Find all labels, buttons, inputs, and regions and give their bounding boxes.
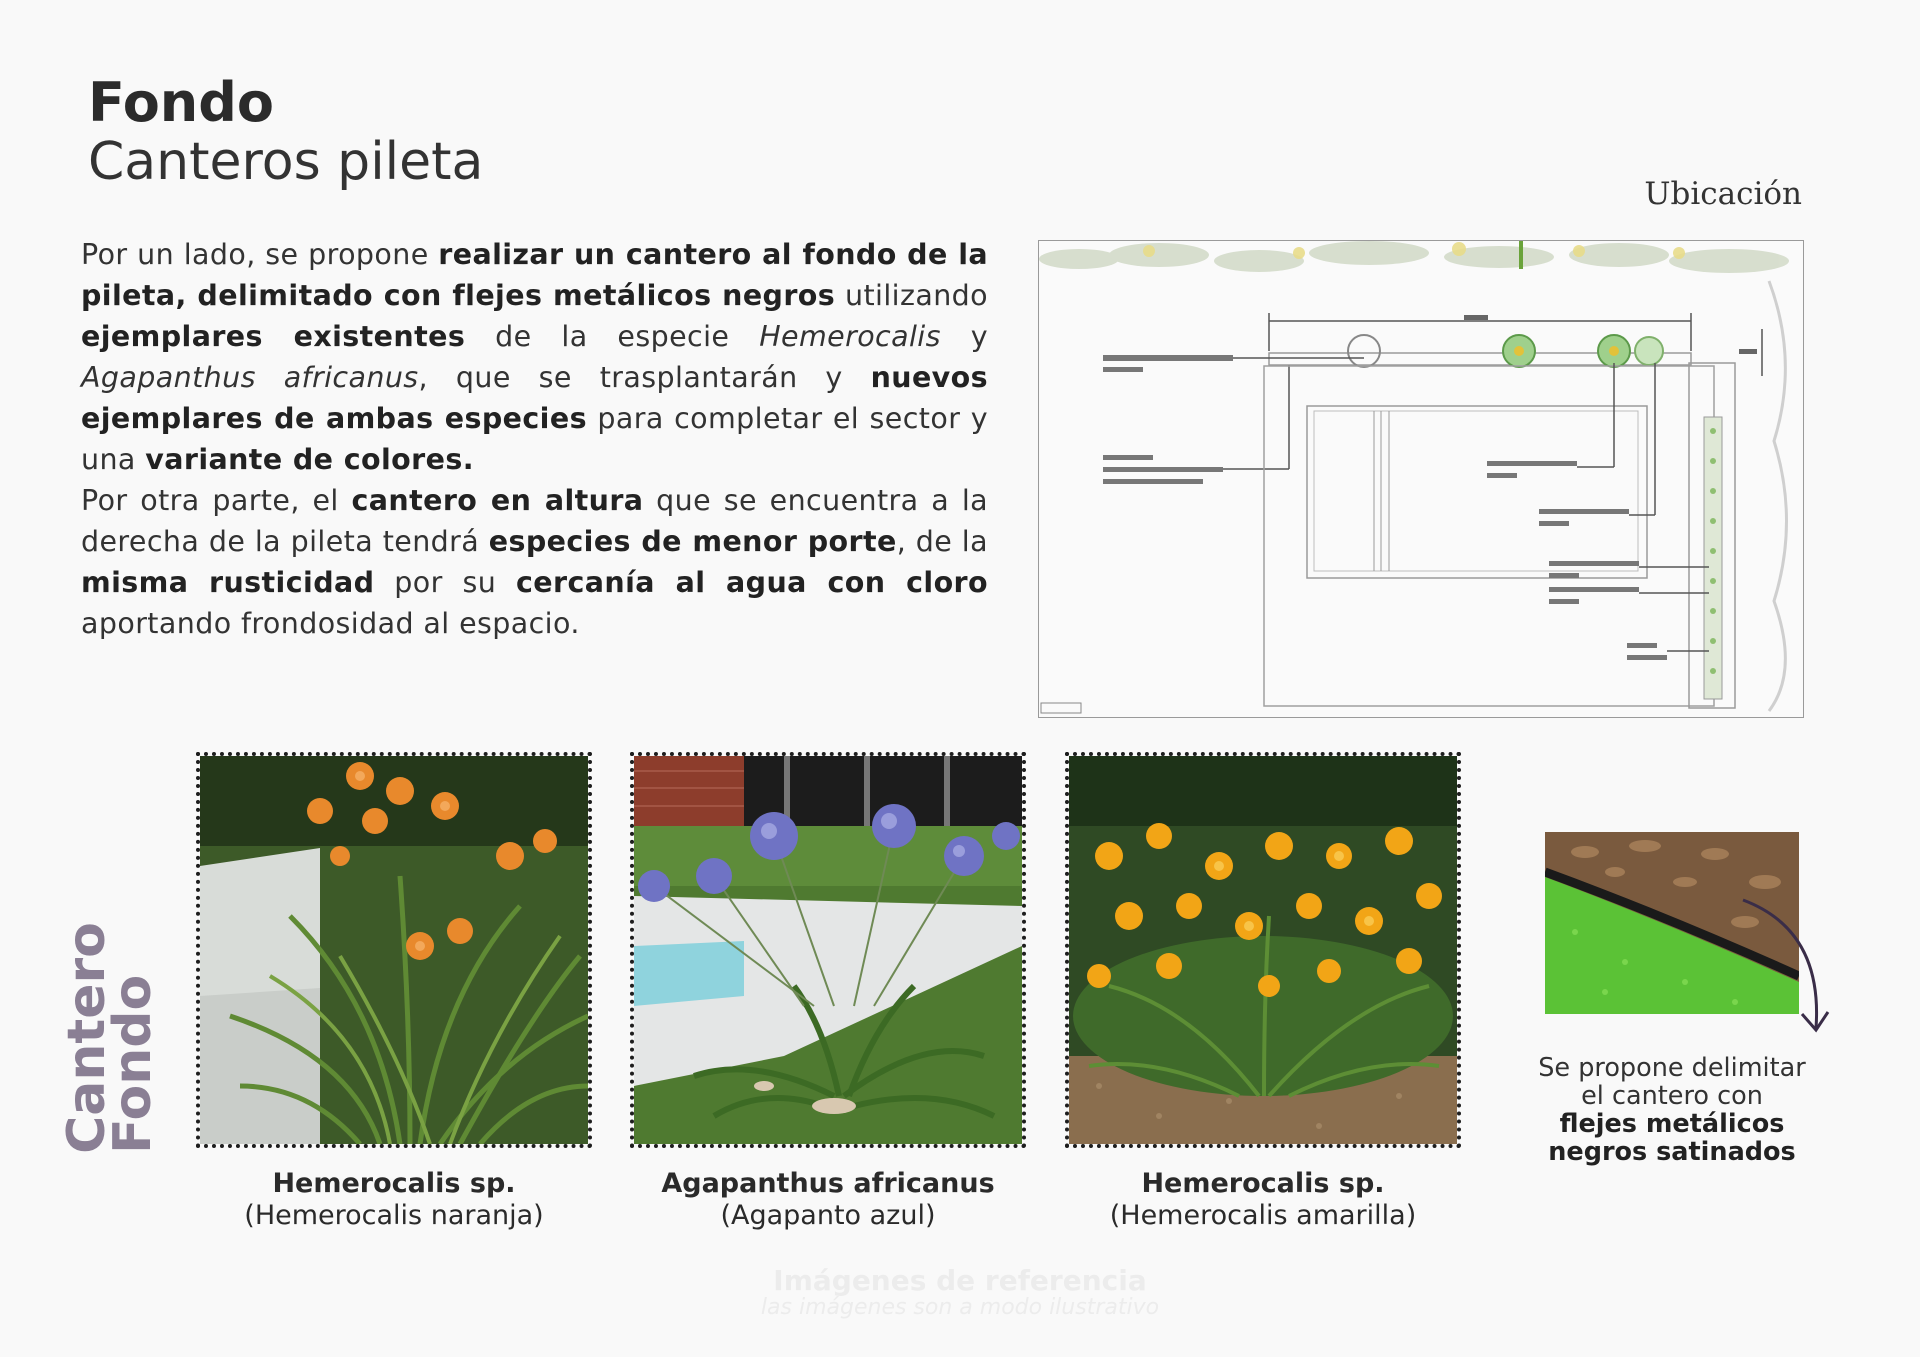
- curved-arrow-icon: [1738, 890, 1848, 1044]
- text-run: Agapanthus africanus: [81, 361, 419, 394]
- text-run: y: [940, 320, 988, 353]
- plant-1-common: (Hemerocalis naranja): [244, 1200, 544, 1231]
- site-plan-drawing: [1038, 240, 1804, 718]
- text-run: , que se trasplantarán y: [418, 361, 871, 394]
- plant-1-name: Hemerocalis sp.: [272, 1168, 516, 1199]
- plant-symbols: [1348, 335, 1663, 367]
- section-vertical-label: [57, 922, 164, 1154]
- edging-bold-1: flejes metálicos: [1559, 1109, 1785, 1139]
- text-run: para completar el sector y una: [81, 402, 988, 476]
- vertical-label-line-1: Cantero: [57, 922, 118, 1154]
- vertical-label-line-2: Fondo: [103, 974, 164, 1154]
- text-run: Hemerocalis: [759, 320, 941, 353]
- plant-3-name: Hemerocalis sp.: [1141, 1168, 1385, 1199]
- caption-plant-1: [184, 1168, 604, 1232]
- plant-2-common: (Agapanto azul): [720, 1200, 936, 1231]
- text-run: variante de colores.: [145, 443, 474, 476]
- edging-line-2: el cantero con: [1581, 1081, 1763, 1111]
- edging-description: [1512, 1054, 1832, 1166]
- text-run: utilizando: [835, 279, 988, 312]
- text-run: que se encuentra a la derecha de la pileta tendrá: [81, 484, 989, 558]
- caption-plant-3: [1053, 1168, 1473, 1232]
- text-run: de la especie: [465, 320, 760, 353]
- text-run: misma rusticidad: [81, 566, 375, 599]
- text-run: realizar un cantero al fondo de la pileta, delimitado con flejes metálicos negros: [81, 238, 988, 312]
- text-run: ejemplares existentes: [81, 320, 466, 353]
- text-run: por su: [374, 566, 517, 599]
- photo-hemerocalis-yellow: [1065, 752, 1461, 1148]
- text-run: , de la: [896, 525, 988, 558]
- plant-3-common: (Hemerocalis amarilla): [1109, 1200, 1417, 1231]
- intro-text: [81, 234, 988, 644]
- intro-paragraph-2: [81, 480, 988, 644]
- text-run: nuevos ejemplares de ambas especies: [81, 361, 988, 435]
- text-run: cantero en altura: [351, 484, 644, 517]
- text-run: aportando frondosidad al espacio.: [81, 607, 580, 640]
- plant-2-name: Agapanthus africanus: [661, 1168, 995, 1199]
- photo-agapanthus-blue: [630, 752, 1026, 1148]
- reference-title: Imágenes de referencia: [773, 1264, 1147, 1297]
- text-run: especies de menor porte: [488, 525, 897, 558]
- page-title: Fondo: [88, 71, 274, 134]
- reference-subtitle: las imágenes son a modo ilustrativo: [760, 1295, 1160, 1320]
- edging-line-1: Se propone delimitar: [1538, 1053, 1806, 1083]
- photo-hemerocalis-orange: [196, 752, 592, 1148]
- text-run: Por un lado, se propone: [81, 238, 439, 271]
- text-run: Por otra parte, el: [81, 484, 352, 517]
- intro-paragraph-1: [81, 234, 988, 480]
- location-label: Ubicación: [1644, 176, 1802, 212]
- edging-bold-2: negros satinados: [1548, 1137, 1796, 1167]
- text-run: cercanía al agua con cloro: [516, 566, 988, 599]
- page-subtitle: Canteros pileta: [88, 132, 484, 192]
- caption-plant-2: [618, 1168, 1038, 1232]
